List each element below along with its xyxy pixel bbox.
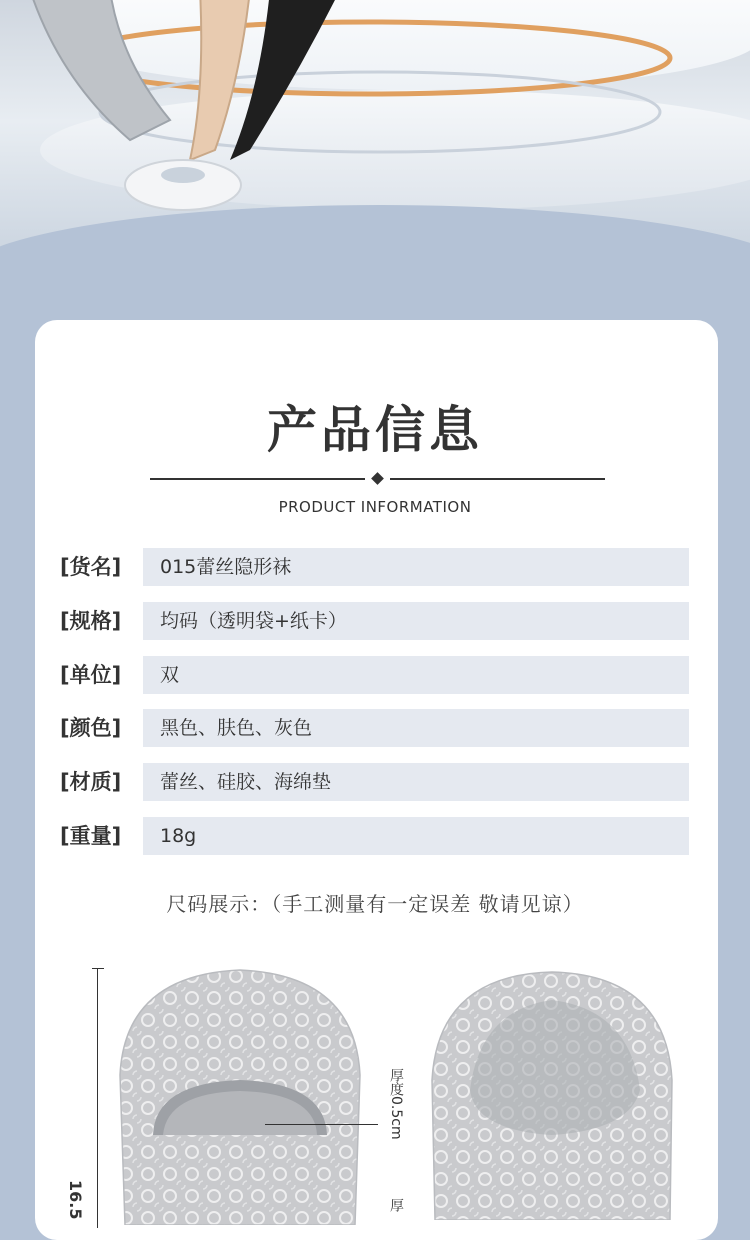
sock-inside-image	[115, 965, 365, 1225]
title-divider-left	[150, 478, 365, 480]
spec-value: 均码（透明袋+纸卡）	[160, 610, 347, 632]
paper-card-hole	[161, 167, 205, 183]
section-subtitle: PRODUCT INFORMATION	[278, 498, 472, 516]
spec-row-material	[0, 763, 750, 801]
spec-row-color	[0, 709, 750, 747]
spec-label: [单位]	[60, 663, 122, 687]
thickness-label: 厚度0.5cm	[388, 1068, 404, 1140]
spec-value: 黑色、肤色、灰色	[160, 717, 313, 739]
spec-row-unit	[0, 656, 750, 694]
spec-row-name	[0, 548, 750, 586]
spec-row-weight	[0, 817, 750, 855]
length-dimension-tick	[92, 968, 104, 969]
spec-value: 18g	[160, 825, 197, 847]
spec-label: [规格]	[60, 609, 122, 633]
thickness-label-secondary: 厚	[388, 1198, 404, 1212]
spec-value-box	[143, 763, 689, 801]
section-title: 产品信息	[267, 401, 483, 459]
length-dimension-line	[97, 968, 98, 1228]
spec-row-size	[0, 602, 750, 640]
spec-value-box	[143, 709, 689, 747]
spec-value-box	[143, 656, 689, 694]
spec-value-box	[143, 548, 689, 586]
size-caption: 尺码展示：（手工测量有一定误差 敬请见谅）	[166, 892, 584, 916]
sock-outside-image	[430, 970, 675, 1220]
stage-rim	[100, 72, 660, 152]
spec-value: 蕾丝、硅胶、海绵垫	[160, 771, 332, 793]
product-banner	[0, 0, 750, 270]
gray-sock-image	[30, 0, 170, 140]
title-divider-right	[390, 478, 605, 480]
spec-value: 015蕾丝隐形袜	[160, 556, 292, 578]
thickness-pointer-line	[265, 1124, 378, 1125]
spec-label: [材质]	[60, 770, 122, 794]
length-dimension-label: 16.5	[66, 1180, 85, 1220]
spec-value: 双	[160, 664, 180, 686]
spec-label: [颜色]	[60, 716, 122, 740]
spec-label: [货名]	[60, 555, 122, 579]
spec-value-box	[143, 602, 689, 640]
spec-label: [重量]	[60, 824, 122, 848]
spec-value-box	[143, 817, 689, 855]
